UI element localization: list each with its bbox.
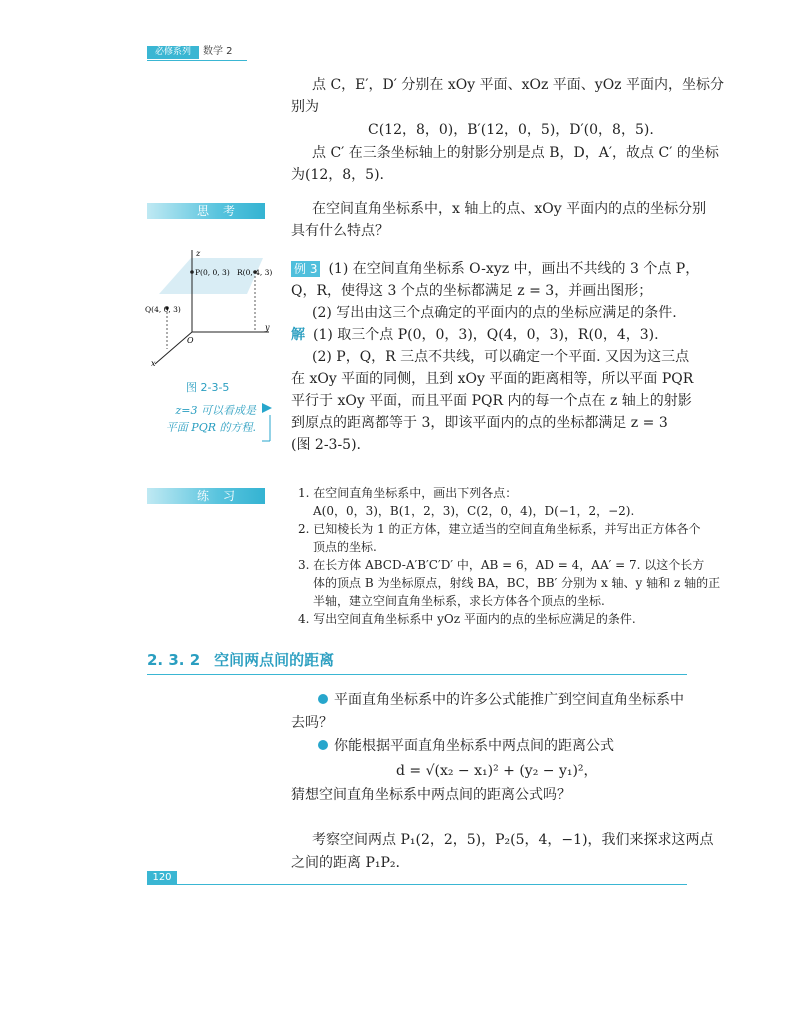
figure-caption: 图 2-3-5 <box>186 381 230 394</box>
series-tag: 必修系列 <box>147 46 199 59</box>
example-tag: 例 3 <box>291 261 320 277</box>
bullet-icon <box>318 740 328 750</box>
practice-item: 2. 已知棱长为 1 的正方体，建立适当的空间直角坐标系，并写出正方体各个 <box>298 522 701 536</box>
think-line-2: 具有什么特点？ <box>291 223 389 239</box>
practice-item: 4. 写出空间直角坐标系中 yOz 平面内的点的坐标应满足的条件. <box>298 612 636 626</box>
r-label: R(0, 4, 3) <box>237 268 273 277</box>
practice-item: A(0，0，3)，B(1，2，3)，C(2，0，4)，D(−1，2，−2). <box>313 504 635 518</box>
practice-item: 3. 在长方体 ABCD-A′B′C′D′ 中，AB = 6，AD = 4，AA′ = 7. 以这个长方 <box>298 558 705 572</box>
practice-item: 顶点的坐标. <box>313 540 377 554</box>
z-label: z <box>196 249 201 258</box>
y-label: y <box>265 323 270 332</box>
page-number: 120 <box>147 871 177 885</box>
solution-line-1: 解 (1) 取三个点 P(0，0，3)，Q(4，0，3)，R(0，4，3). <box>291 327 659 343</box>
body-line-2: 之间的距离 P₁P₂. <box>291 855 400 871</box>
book-title: 数学 2 <box>203 46 233 57</box>
think-line-1: 在空间直角坐标系中，x 轴上的点、xOy 平面内的点的坐标分别 <box>312 201 707 217</box>
figure-note-1: z=3 可以看成是 <box>175 404 256 417</box>
section-rule <box>147 674 687 675</box>
question-1-line-b: 去吗？ <box>291 715 333 731</box>
q-label: Q(4, 0, 3) <box>145 305 181 314</box>
top-line-3: 点 C′ 在三条坐标轴上的射影分别是点 B，D，A′，故点 C′ 的坐标 <box>312 145 719 161</box>
question-1-line-a: 平面直角坐标系中的许多公式能推广到空间直角坐标系中 <box>318 689 684 711</box>
think-band: 思考 <box>147 203 265 219</box>
x-label: x <box>151 359 156 368</box>
distance-formula: d = √(x₂ − x₁)² + (y₂ − y₁)²， <box>396 763 598 779</box>
example-q1-line-b: Q，R，使得这 3 个点的坐标都满足 z = 3，并画出图形； <box>291 283 653 299</box>
section-heading <box>147 649 348 671</box>
figure-note-2: 平面 PQR 的方程. <box>165 421 256 434</box>
coordinate-figure <box>145 246 285 374</box>
section-title: 空间两点间的距离 <box>214 651 335 669</box>
solution-label: 解 <box>291 327 305 343</box>
header-rule <box>147 60 247 61</box>
example-q1-line-a: 例 3 (1) 在空间直角坐标系 O-xyz 中，画出不共线的 3 个点 P， <box>291 258 699 280</box>
solution-line-3: 在 xOy 平面的同侧，且到 xOy 平面的距离相等，所以平面 PQR <box>291 371 694 387</box>
question-2: 你能根据平面直角坐标系中两点间的距离公式 <box>318 735 614 757</box>
example-q2: (2) 写出由这三个点确定的平面内的点的坐标应满足的条件. <box>312 305 677 321</box>
body-line-1: 考察空间两点 P₁(2，2，5)，P₂(5，4，−1)，我们来探求这两点 <box>312 832 714 848</box>
practice-item: 1. 在空间直角坐标系中，画出下列各点： <box>298 486 518 500</box>
point-p <box>190 270 194 274</box>
solution-line-6: (图 2-3-5). <box>291 437 362 453</box>
question-3: 猜想空间直角坐标系中两点间的距离公式吗？ <box>291 787 571 803</box>
solution-line-4: 平行于 xOy 平面，而且平面 PQR 内的每一个点在 z 轴上的射影 <box>291 393 692 409</box>
top-line-1: 点 C，E′，D′ 分别在 xOy 平面、xOz 平面、yOz 平面内，坐标分 <box>312 77 725 93</box>
section-number: 2. 3. 2 <box>147 651 201 669</box>
practice-item: 半轴，建立空间直角坐标系，求长方体各个顶点的坐标. <box>313 594 605 608</box>
solution-line-5: 到原点的距离都等于 3，即该平面内的点的坐标都满足 z = 3 <box>291 415 668 431</box>
top-formula: C(12，8，0)，B′(12，0，5)，D′(0，8，5). <box>368 122 654 138</box>
top-line-2: 别为 <box>291 99 319 115</box>
practice-band: 练习 <box>147 488 265 504</box>
top-line-4: 为(12，8，5). <box>291 167 385 183</box>
origin-label: O <box>187 336 194 345</box>
solution-line-2: (2) P，Q，R 三点不共线，可以确定一个平面. 又因为这三点 <box>312 349 690 365</box>
practice-item: 体的顶点 B 为坐标原点，射线 BA，BC，BB′ 分别为 x 轴、y 轴和 z 轴的正 <box>313 576 721 590</box>
flag-marker-icon <box>260 403 276 443</box>
bullet-icon <box>318 694 328 704</box>
p-label: P(0, 0, 3) <box>195 268 230 277</box>
footer-rule <box>147 884 687 885</box>
